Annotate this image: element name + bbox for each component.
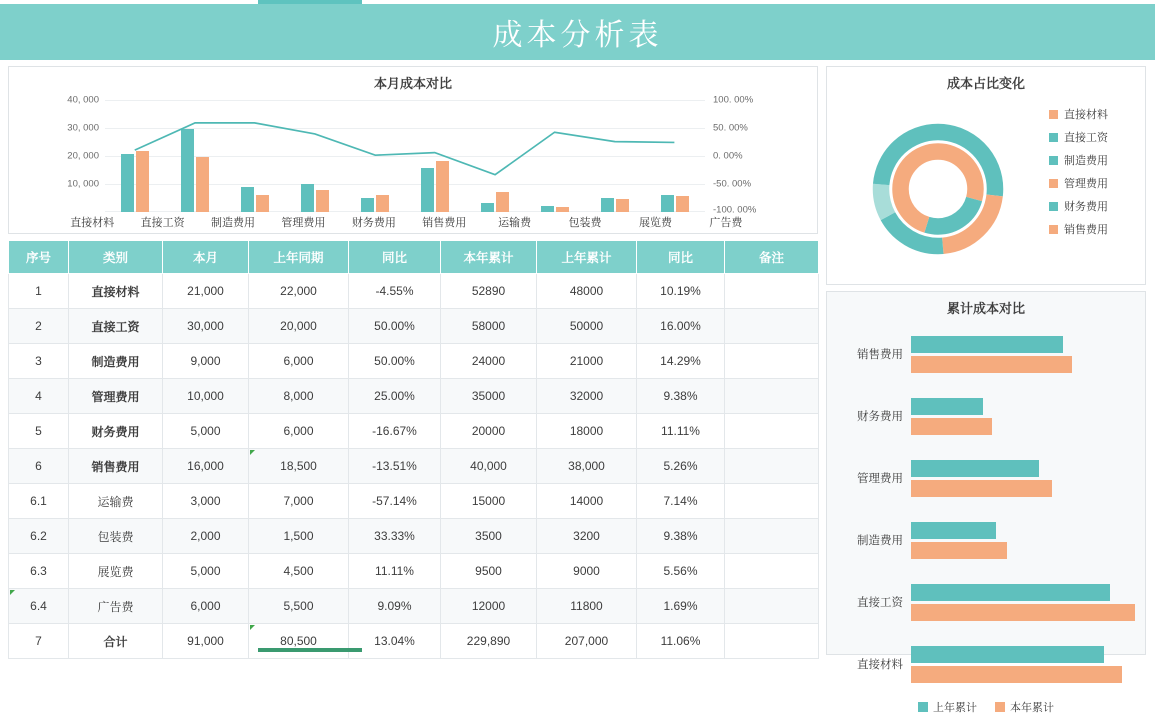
cell-no[interactable]: 6 xyxy=(9,449,69,484)
th-yoy1[interactable]: 同比 xyxy=(349,241,441,274)
cell-ytdprev[interactable]: 14000 xyxy=(537,484,637,519)
legend-item[interactable] xyxy=(1049,106,1145,122)
cell-ytdprev[interactable]: 11800 xyxy=(537,589,637,624)
cell-yoy2[interactable]: 16.00% xyxy=(637,309,725,344)
cell-cat[interactable]: 展览费 xyxy=(69,554,163,589)
combo-category-labels xyxy=(57,214,761,230)
cell-cat[interactable]: 管理费用 xyxy=(69,379,163,414)
hbar-cur xyxy=(911,666,1122,683)
cell-ytd[interactable]: 229,890 xyxy=(441,624,537,659)
hbar-row xyxy=(837,633,1135,695)
table-row[interactable] xyxy=(9,554,819,589)
cell-yoy1[interactable]: 50.00% xyxy=(349,344,441,379)
combo-cat-7: 包装费 xyxy=(568,217,602,229)
hbar-stack xyxy=(911,643,1135,686)
cell-cur[interactable]: 10,000 xyxy=(163,379,249,414)
cell-ytdprev[interactable]: 18000 xyxy=(537,414,637,449)
legend-item[interactable] xyxy=(1049,221,1145,237)
hbar-row xyxy=(837,509,1135,571)
hbar-cur xyxy=(911,480,1052,497)
legend-item[interactable] xyxy=(1049,129,1145,145)
cell-prev[interactable]: 5,500 xyxy=(249,589,349,624)
cell-yoy2[interactable]: 7.14% xyxy=(637,484,725,519)
table-header-row xyxy=(9,241,819,274)
hbar-row xyxy=(837,571,1135,633)
legend-label: 销售费用 xyxy=(1064,224,1108,236)
combo-yoy-line xyxy=(105,94,705,194)
hbar-legend xyxy=(827,695,1145,715)
cell-prev[interactable]: 6,000 xyxy=(249,344,349,379)
table-row[interactable] xyxy=(9,414,819,449)
th-cat[interactable]: 类别 xyxy=(69,241,163,274)
cell-ytd[interactable]: 24000 xyxy=(441,344,537,379)
cell-cur[interactable]: 16,000 xyxy=(163,449,249,484)
legend-swatch-icon xyxy=(918,702,928,712)
legend-item[interactable] xyxy=(995,699,1054,715)
combo-cat-6: 运输费 xyxy=(498,217,532,229)
cell-cat[interactable]: 销售费用 xyxy=(69,449,163,484)
cell-ytd[interactable]: 20000 xyxy=(441,414,537,449)
hbar-cur xyxy=(911,542,1007,559)
cell-yoy1[interactable]: -16.67% xyxy=(349,414,441,449)
cumulative-cost-comparison-chart xyxy=(826,291,1146,714)
combo-ytick-40000: 40, 000 xyxy=(67,94,99,106)
hbar-prev xyxy=(911,646,1104,663)
cell-cat[interactable]: 制造费用 xyxy=(69,344,163,379)
cell-yoy1[interactable]: 11.11% xyxy=(349,554,441,589)
cell-ytd[interactable]: 3500 xyxy=(441,519,537,554)
hbar-stack xyxy=(911,457,1135,500)
combo-cat-3: 管理费用 xyxy=(281,217,326,229)
table-row[interactable] xyxy=(9,449,819,484)
hbar-row xyxy=(837,447,1135,509)
cell-cur[interactable]: 9,000 xyxy=(163,344,249,379)
cell-ytdprev[interactable]: 207,000 xyxy=(537,624,637,659)
monthly-cost-comparison-chart xyxy=(8,66,818,234)
combo-chart-title: 本月成本对比 xyxy=(373,76,452,91)
cell-cat[interactable]: 运输费 xyxy=(69,484,163,519)
hbar-label: 直接材料 xyxy=(857,659,903,671)
table-row[interactable] xyxy=(9,344,819,379)
cell-yoy1[interactable]: -13.51% xyxy=(349,449,441,484)
legend-label: 制造费用 xyxy=(1064,155,1108,167)
legend-swatch-icon xyxy=(1049,110,1058,119)
cell-cur[interactable]: 5,000 xyxy=(163,554,249,589)
legend-swatch-icon xyxy=(1049,156,1058,165)
combo-cat-9: 广告费 xyxy=(709,217,743,229)
right-column xyxy=(826,66,1146,714)
left-column xyxy=(8,66,818,659)
combo-cat-2: 制造费用 xyxy=(211,217,256,229)
cell-yoy1[interactable]: -4.55% xyxy=(349,274,441,309)
cell-cat[interactable]: 直接工资 xyxy=(69,309,163,344)
window-top-strip xyxy=(0,0,1155,4)
cell-ytd[interactable]: 35000 xyxy=(441,379,537,414)
legend-swatch-icon xyxy=(1049,202,1058,211)
cell-note[interactable] xyxy=(725,309,819,344)
cell-cur[interactable]: 21,000 xyxy=(163,274,249,309)
combo-y2tick-m100: -100. 00% xyxy=(713,204,757,216)
cell-note[interactable] xyxy=(725,624,819,659)
combo-y2tick-100: 100. 00% xyxy=(713,94,754,106)
cell-yoy2[interactable]: 1.69% xyxy=(637,589,725,624)
combo-plot-area xyxy=(57,94,761,216)
hbar-prev xyxy=(911,398,983,415)
hbar-chart-title: 累计成本对比 xyxy=(946,301,1025,316)
cell-yoy1[interactable]: 9.09% xyxy=(349,589,441,624)
legend-swatch-icon xyxy=(1049,133,1058,142)
cell-no[interactable]: 3 xyxy=(9,344,69,379)
cell-ytdprev[interactable]: 48000 xyxy=(537,274,637,309)
cell-note[interactable] xyxy=(725,484,819,519)
cell-note[interactable] xyxy=(725,554,819,589)
hbar-cur xyxy=(911,356,1072,373)
combo-ytick-10000: 10, 000 xyxy=(67,178,99,190)
hbar-stack xyxy=(911,395,1135,438)
cell-note[interactable] xyxy=(725,379,819,414)
hbar-cur xyxy=(911,418,992,435)
cell-prev[interactable]: 4,500 xyxy=(249,554,349,589)
cell-prev[interactable]: 1,500 xyxy=(249,519,349,554)
hbar-row xyxy=(837,323,1135,385)
cell-ytdprev[interactable]: 50000 xyxy=(537,309,637,344)
cell-yoy2[interactable]: 10.19% xyxy=(637,274,725,309)
table-row[interactable] xyxy=(9,274,819,309)
cell-ytd[interactable]: 15000 xyxy=(441,484,537,519)
hbar-prev xyxy=(911,336,1063,353)
table-row[interactable] xyxy=(9,519,819,554)
table-row[interactable] xyxy=(9,484,819,519)
cell-yoy2[interactable]: 9.38% xyxy=(637,379,725,414)
cell-ytdprev[interactable]: 21000 xyxy=(537,344,637,379)
cell-cur[interactable]: 6,000 xyxy=(163,589,249,624)
table-row[interactable] xyxy=(9,379,819,414)
cell-note[interactable] xyxy=(725,274,819,309)
hbar-label: 制造费用 xyxy=(857,535,903,547)
legend-label: 管理费用 xyxy=(1064,178,1108,190)
th-cur[interactable]: 本月 xyxy=(163,241,249,274)
page-title-bar xyxy=(0,4,1155,60)
hbar-stack xyxy=(911,333,1135,376)
cell-prev[interactable]: 18,500 xyxy=(249,449,349,484)
legend-item[interactable] xyxy=(1049,198,1145,214)
cell-note[interactable] xyxy=(725,449,819,484)
hbar-prev xyxy=(911,522,996,539)
cell-yoy1[interactable]: 13.04% xyxy=(349,624,441,659)
cell-yoy1[interactable]: 33.33% xyxy=(349,519,441,554)
legend-swatch-icon xyxy=(1049,225,1058,234)
cell-cat[interactable]: 广告费 xyxy=(69,589,163,624)
combo-right-axis xyxy=(709,94,761,216)
cost-share-change-chart xyxy=(826,66,1146,285)
legend-label: 直接工资 xyxy=(1064,132,1108,144)
cell-yoy1[interactable]: 25.00% xyxy=(349,379,441,414)
donut-legend xyxy=(1049,94,1145,284)
combo-y2tick-m50: -50. 00% xyxy=(713,178,752,190)
hbar-label: 财务费用 xyxy=(857,411,903,423)
cell-cur[interactable]: 5,000 xyxy=(163,414,249,449)
cell-note[interactable] xyxy=(725,519,819,554)
cell-prev[interactable]: 20,000 xyxy=(249,309,349,344)
cell-no[interactable]: 5 xyxy=(9,414,69,449)
cell-prev[interactable]: 7,000 xyxy=(249,484,349,519)
combo-ytick-20000: 20, 000 xyxy=(67,150,99,162)
hbar-label: 直接工资 xyxy=(857,597,903,609)
cell-note[interactable] xyxy=(725,344,819,379)
cell-no[interactable]: 6.4 xyxy=(9,589,69,624)
cell-cur[interactable]: 30,000 xyxy=(163,309,249,344)
legend-label: 上年累计 xyxy=(933,702,977,714)
combo-cat-0: 直接材料 xyxy=(70,217,115,229)
hbar-stack xyxy=(911,581,1135,624)
hbar-prev xyxy=(911,460,1039,477)
hbar-label: 管理费用 xyxy=(857,473,903,485)
cell-ytd[interactable]: 40,000 xyxy=(441,449,537,484)
legend-label: 本年累计 xyxy=(1010,702,1054,714)
cell-yoy2[interactable]: 5.56% xyxy=(637,554,725,589)
cell-no[interactable]: 6.2 xyxy=(9,519,69,554)
table-row[interactable] xyxy=(9,309,819,344)
cell-yoy2[interactable]: 5.26% xyxy=(637,449,725,484)
hbar-row xyxy=(837,385,1135,447)
cell-cat[interactable]: 合计 xyxy=(69,624,163,659)
cell-no[interactable]: 6.1 xyxy=(9,484,69,519)
donut-body xyxy=(827,94,1145,284)
cell-ytd[interactable]: 12000 xyxy=(441,589,537,624)
hbar-prev xyxy=(911,584,1110,601)
cell-yoy2[interactable]: 11.06% xyxy=(637,624,725,659)
th-note[interactable]: 备注 xyxy=(725,241,819,274)
th-ytdprev[interactable]: 上年累计 xyxy=(537,241,637,274)
cell-yoy1[interactable]: -57.14% xyxy=(349,484,441,519)
cell-cur[interactable]: 3,000 xyxy=(163,484,249,519)
legend-item[interactable] xyxy=(1049,152,1145,168)
cell-cur[interactable]: 2,000 xyxy=(163,519,249,554)
cell-prev[interactable]: 22,000 xyxy=(249,274,349,309)
legend-swatch-icon xyxy=(1049,179,1058,188)
cell-yoy2[interactable]: 9.38% xyxy=(637,519,725,554)
cell-ytdprev[interactable]: 9000 xyxy=(537,554,637,589)
page-title: 成本分析表 xyxy=(492,18,663,53)
cost-analysis-table[interactable] xyxy=(8,240,819,659)
cell-cat[interactable]: 包装费 xyxy=(69,519,163,554)
hbar-stack xyxy=(911,519,1135,562)
cell-no[interactable]: 4 xyxy=(9,379,69,414)
legend-item[interactable] xyxy=(918,699,977,715)
combo-cat-5: 销售费用 xyxy=(422,217,467,229)
th-no[interactable]: 序号 xyxy=(9,241,69,274)
combo-y2tick-50: 50. 00% xyxy=(713,122,748,134)
cell-ytd[interactable]: 9500 xyxy=(441,554,537,589)
cell-prev[interactable]: 80,500 xyxy=(249,624,349,659)
th-prev[interactable]: 上年同期 xyxy=(249,241,349,274)
cell-yoy1[interactable]: 50.00% xyxy=(349,309,441,344)
th-yoy2[interactable]: 同比 xyxy=(637,241,725,274)
cell-prev[interactable]: 6,000 xyxy=(249,414,349,449)
combo-ytick-30000: 30, 000 xyxy=(67,122,99,134)
legend-item[interactable] xyxy=(1049,175,1145,191)
cell-ytdprev[interactable]: 32000 xyxy=(537,379,637,414)
donut-graphic xyxy=(827,94,1049,284)
cell-ytd[interactable]: 58000 xyxy=(441,309,537,344)
cell-note[interactable] xyxy=(725,589,819,624)
cell-cat[interactable]: 直接材料 xyxy=(69,274,163,309)
combo-y2tick-0: 0. 00% xyxy=(713,150,743,162)
cell-no[interactable]: 1 xyxy=(9,274,69,309)
combo-cat-1: 直接工资 xyxy=(140,217,185,229)
hbar-rows xyxy=(827,319,1145,695)
donut-chart-title: 成本占比变化 xyxy=(946,76,1025,91)
cell-cur[interactable]: 91,000 xyxy=(163,624,249,659)
combo-series-area xyxy=(105,94,705,212)
th-ytd[interactable]: 本年累计 xyxy=(441,241,537,274)
cell-note[interactable] xyxy=(725,414,819,449)
combo-cat-8: 展览费 xyxy=(638,217,672,229)
cell-no[interactable]: 7 xyxy=(9,624,69,659)
cell-yoy2[interactable]: 14.29% xyxy=(637,344,725,379)
donut-svg xyxy=(863,114,1013,264)
hbar-label: 销售费用 xyxy=(857,349,903,361)
legend-label: 直接材料 xyxy=(1064,109,1108,121)
legend-label: 财务费用 xyxy=(1064,201,1108,213)
combo-cat-4: 财务费用 xyxy=(351,217,396,229)
cell-yoy2[interactable]: 11.11% xyxy=(637,414,725,449)
content-area xyxy=(0,60,1155,714)
cell-prev[interactable]: 8,000 xyxy=(249,379,349,414)
combo-left-axis xyxy=(57,94,103,212)
table-row[interactable] xyxy=(9,589,819,624)
cell-ytdprev[interactable]: 3200 xyxy=(537,519,637,554)
cell-ytdprev[interactable]: 38,000 xyxy=(537,449,637,484)
bottom-selection-marker xyxy=(258,648,362,652)
top-selection-marker xyxy=(258,0,362,4)
table-row-total[interactable] xyxy=(9,624,819,659)
cell-no[interactable]: 6.3 xyxy=(9,554,69,589)
cell-no[interactable]: 2 xyxy=(9,309,69,344)
cell-ytd[interactable]: 52890 xyxy=(441,274,537,309)
legend-swatch-icon xyxy=(995,702,1005,712)
hbar-cur xyxy=(911,604,1135,621)
cell-cat[interactable]: 财务费用 xyxy=(69,414,163,449)
